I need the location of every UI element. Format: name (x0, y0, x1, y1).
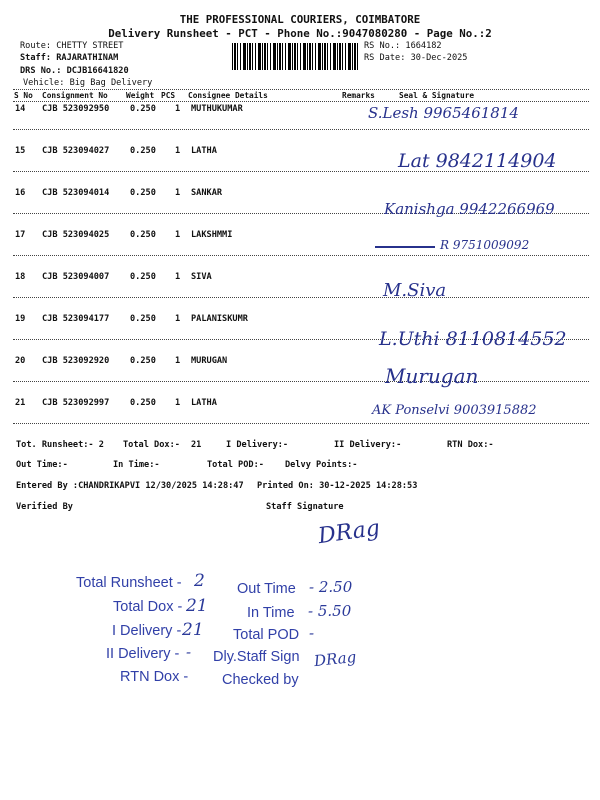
out-time-label: Out Time:- (16, 460, 68, 470)
rs-date: RS Date: 30-Dec-2025 (364, 53, 468, 63)
col-remarks: Remarks (342, 91, 375, 100)
signature-scribble (375, 238, 435, 248)
total-dox-value: 21 (191, 440, 202, 450)
row-consignee: SIVA (191, 272, 212, 282)
row-sno: 18 (15, 272, 26, 282)
stamp-total-pod-value: - (309, 624, 315, 642)
row-weight: 0.250 (130, 272, 156, 282)
row-pcs: 1 (175, 146, 181, 156)
stamp-total-pod: Total POD (233, 627, 300, 643)
divider (13, 297, 589, 298)
table-row (0, 314, 600, 328)
row-consignment: CJB 523094177 (42, 314, 110, 324)
rs-number: RS No.: 1664182 (364, 41, 442, 51)
total-pod-label: Total POD:- (207, 460, 264, 470)
row-sno: 19 (15, 314, 26, 324)
divider (13, 423, 589, 424)
staff-label: Staff: RAJARATHINAM (20, 53, 119, 63)
row-consignment: CJB 523092997 (42, 398, 110, 408)
row-pcs: 1 (175, 314, 181, 324)
row-signature: AK Ponselvi 9003915882 (372, 403, 537, 418)
row-weight: 0.250 (130, 398, 156, 408)
row-pcs: 1 (175, 356, 181, 366)
entered-by: Entered By :CHANDRIKAPVI 12/30/2025 14:28:47 (16, 481, 244, 491)
row-consignee: LATHA (191, 146, 217, 156)
row-consignment: CJB 523092950 (42, 104, 110, 114)
table-row (0, 272, 600, 286)
stamp-dly-staff-sign-value: DRag (313, 647, 358, 671)
divider (13, 381, 589, 382)
staff-signature-label: Staff Signature (266, 502, 344, 512)
printed-on: Printed On: 30-12-2025 14:28:53 (257, 481, 418, 491)
row-sno: 17 (15, 230, 26, 240)
stamp-dly-staff-sign: Dly.Staff Sign (213, 649, 300, 665)
divider (13, 255, 589, 256)
ii-delivery-label: II Delivery:- (334, 440, 402, 450)
total-dox-label: Total Dox:- (123, 440, 180, 450)
stamp-in-time-value: - 5.50 (308, 602, 352, 620)
drs-label: DRS No.: DCJB16641820 (20, 66, 129, 76)
row-signature: L.Uthi 8110814552 (379, 328, 567, 350)
row-pcs: 1 (175, 272, 181, 282)
stamp-ii-delivery: II Delivery - (106, 646, 180, 662)
col-consignee: Consignee Details (188, 91, 268, 100)
stamp-total-runsheet-value: 2 (194, 571, 205, 591)
stamp-out-time: Out Time (237, 581, 296, 597)
barcode (232, 43, 360, 70)
divider (13, 89, 589, 90)
row-pcs: 1 (175, 104, 181, 114)
row-signature: Murugan (385, 364, 479, 388)
stamp-out-time-value: - 2.50 (309, 578, 353, 596)
row-weight: 0.250 (130, 356, 156, 366)
row-consignee: LATHA (191, 398, 217, 408)
row-signature: Kanishga 9942266969 (384, 200, 555, 218)
row-consignee: MUTHUKUMAR (191, 104, 243, 114)
stamp-i-delivery: I Delivery - (112, 623, 182, 639)
total-runsheet: Tot. Runsheet:- 2 (16, 440, 104, 450)
row-weight: 0.250 (130, 188, 156, 198)
stamp-total-dox-value: 21 (186, 596, 208, 616)
delivery-points-label: Delvy Points:- (285, 460, 358, 470)
vehicle-label: Vehicle: Big Bag Delivery (23, 78, 153, 88)
row-consignee: LAKSHMMI (191, 230, 233, 240)
in-time-label: In Time:- (113, 460, 160, 470)
row-pcs: 1 (175, 188, 181, 198)
row-sno: 15 (15, 146, 26, 156)
row-weight: 0.250 (130, 146, 156, 156)
stamp-rtn-dox: RTN Dox - (120, 669, 189, 685)
row-consignment: CJB 523094007 (42, 272, 110, 282)
row-consignment: CJB 523092920 (42, 356, 110, 366)
route-label: Route: CHETTY STREET (20, 41, 124, 51)
row-consignee: MURUGAN (191, 356, 228, 366)
row-consignee: SANKAR (191, 188, 223, 198)
col-pcs: PCS (161, 91, 176, 100)
runsheet-subtitle: Delivery Runsheet - PCT - Phone No.:9047080280 - Page No.:2 (108, 27, 492, 40)
stamp-in-time: In Time (247, 605, 295, 621)
row-consignee: PALANISKUMR (191, 314, 248, 324)
i-delivery-label: I Delivery:- (226, 440, 289, 450)
row-weight: 0.250 (130, 314, 156, 324)
row-weight: 0.250 (130, 104, 156, 114)
row-signature: Lat 9842114904 (398, 150, 557, 172)
row-signature: M.Siva (383, 280, 447, 301)
row-signature: R 9751009092 (440, 238, 530, 252)
rtn-dox-label: RTN Dox:- (447, 440, 494, 450)
stamp-ii-delivery-value: - (186, 643, 192, 661)
stamp-i-delivery-value: 21 (182, 620, 204, 640)
col-consignment: Consignment No (42, 91, 108, 100)
stamp-checked-by: Checked by (222, 672, 299, 688)
row-pcs: 1 (175, 398, 181, 408)
row-pcs: 1 (175, 230, 181, 240)
staff-signature: DRag (316, 515, 382, 550)
divider (13, 129, 589, 130)
row-sno: 20 (15, 356, 26, 366)
divider (13, 101, 589, 102)
col-sno: S No (14, 91, 33, 100)
col-seal-signature: Seal & Signature (399, 91, 475, 100)
row-weight: 0.250 (130, 230, 156, 240)
row-sno: 14 (15, 104, 26, 114)
table-row (0, 356, 600, 370)
row-sno: 16 (15, 188, 26, 198)
col-weight: Weight (126, 91, 155, 100)
row-signature: S.Lesh 9965461814 (368, 104, 519, 122)
verified-by-label: Verified By (16, 502, 73, 512)
row-consignment: CJB 523094025 (42, 230, 110, 240)
stamp-total-runsheet: Total Runsheet - (76, 575, 182, 591)
row-consignment: CJB 523094014 (42, 188, 110, 198)
row-consignment: CJB 523094027 (42, 146, 110, 156)
company-title: THE PROFESSIONAL COURIERS, COIMBATORE (179, 13, 421, 26)
row-sno: 21 (15, 398, 26, 408)
stamp-total-dox: Total Dox - (113, 599, 183, 615)
